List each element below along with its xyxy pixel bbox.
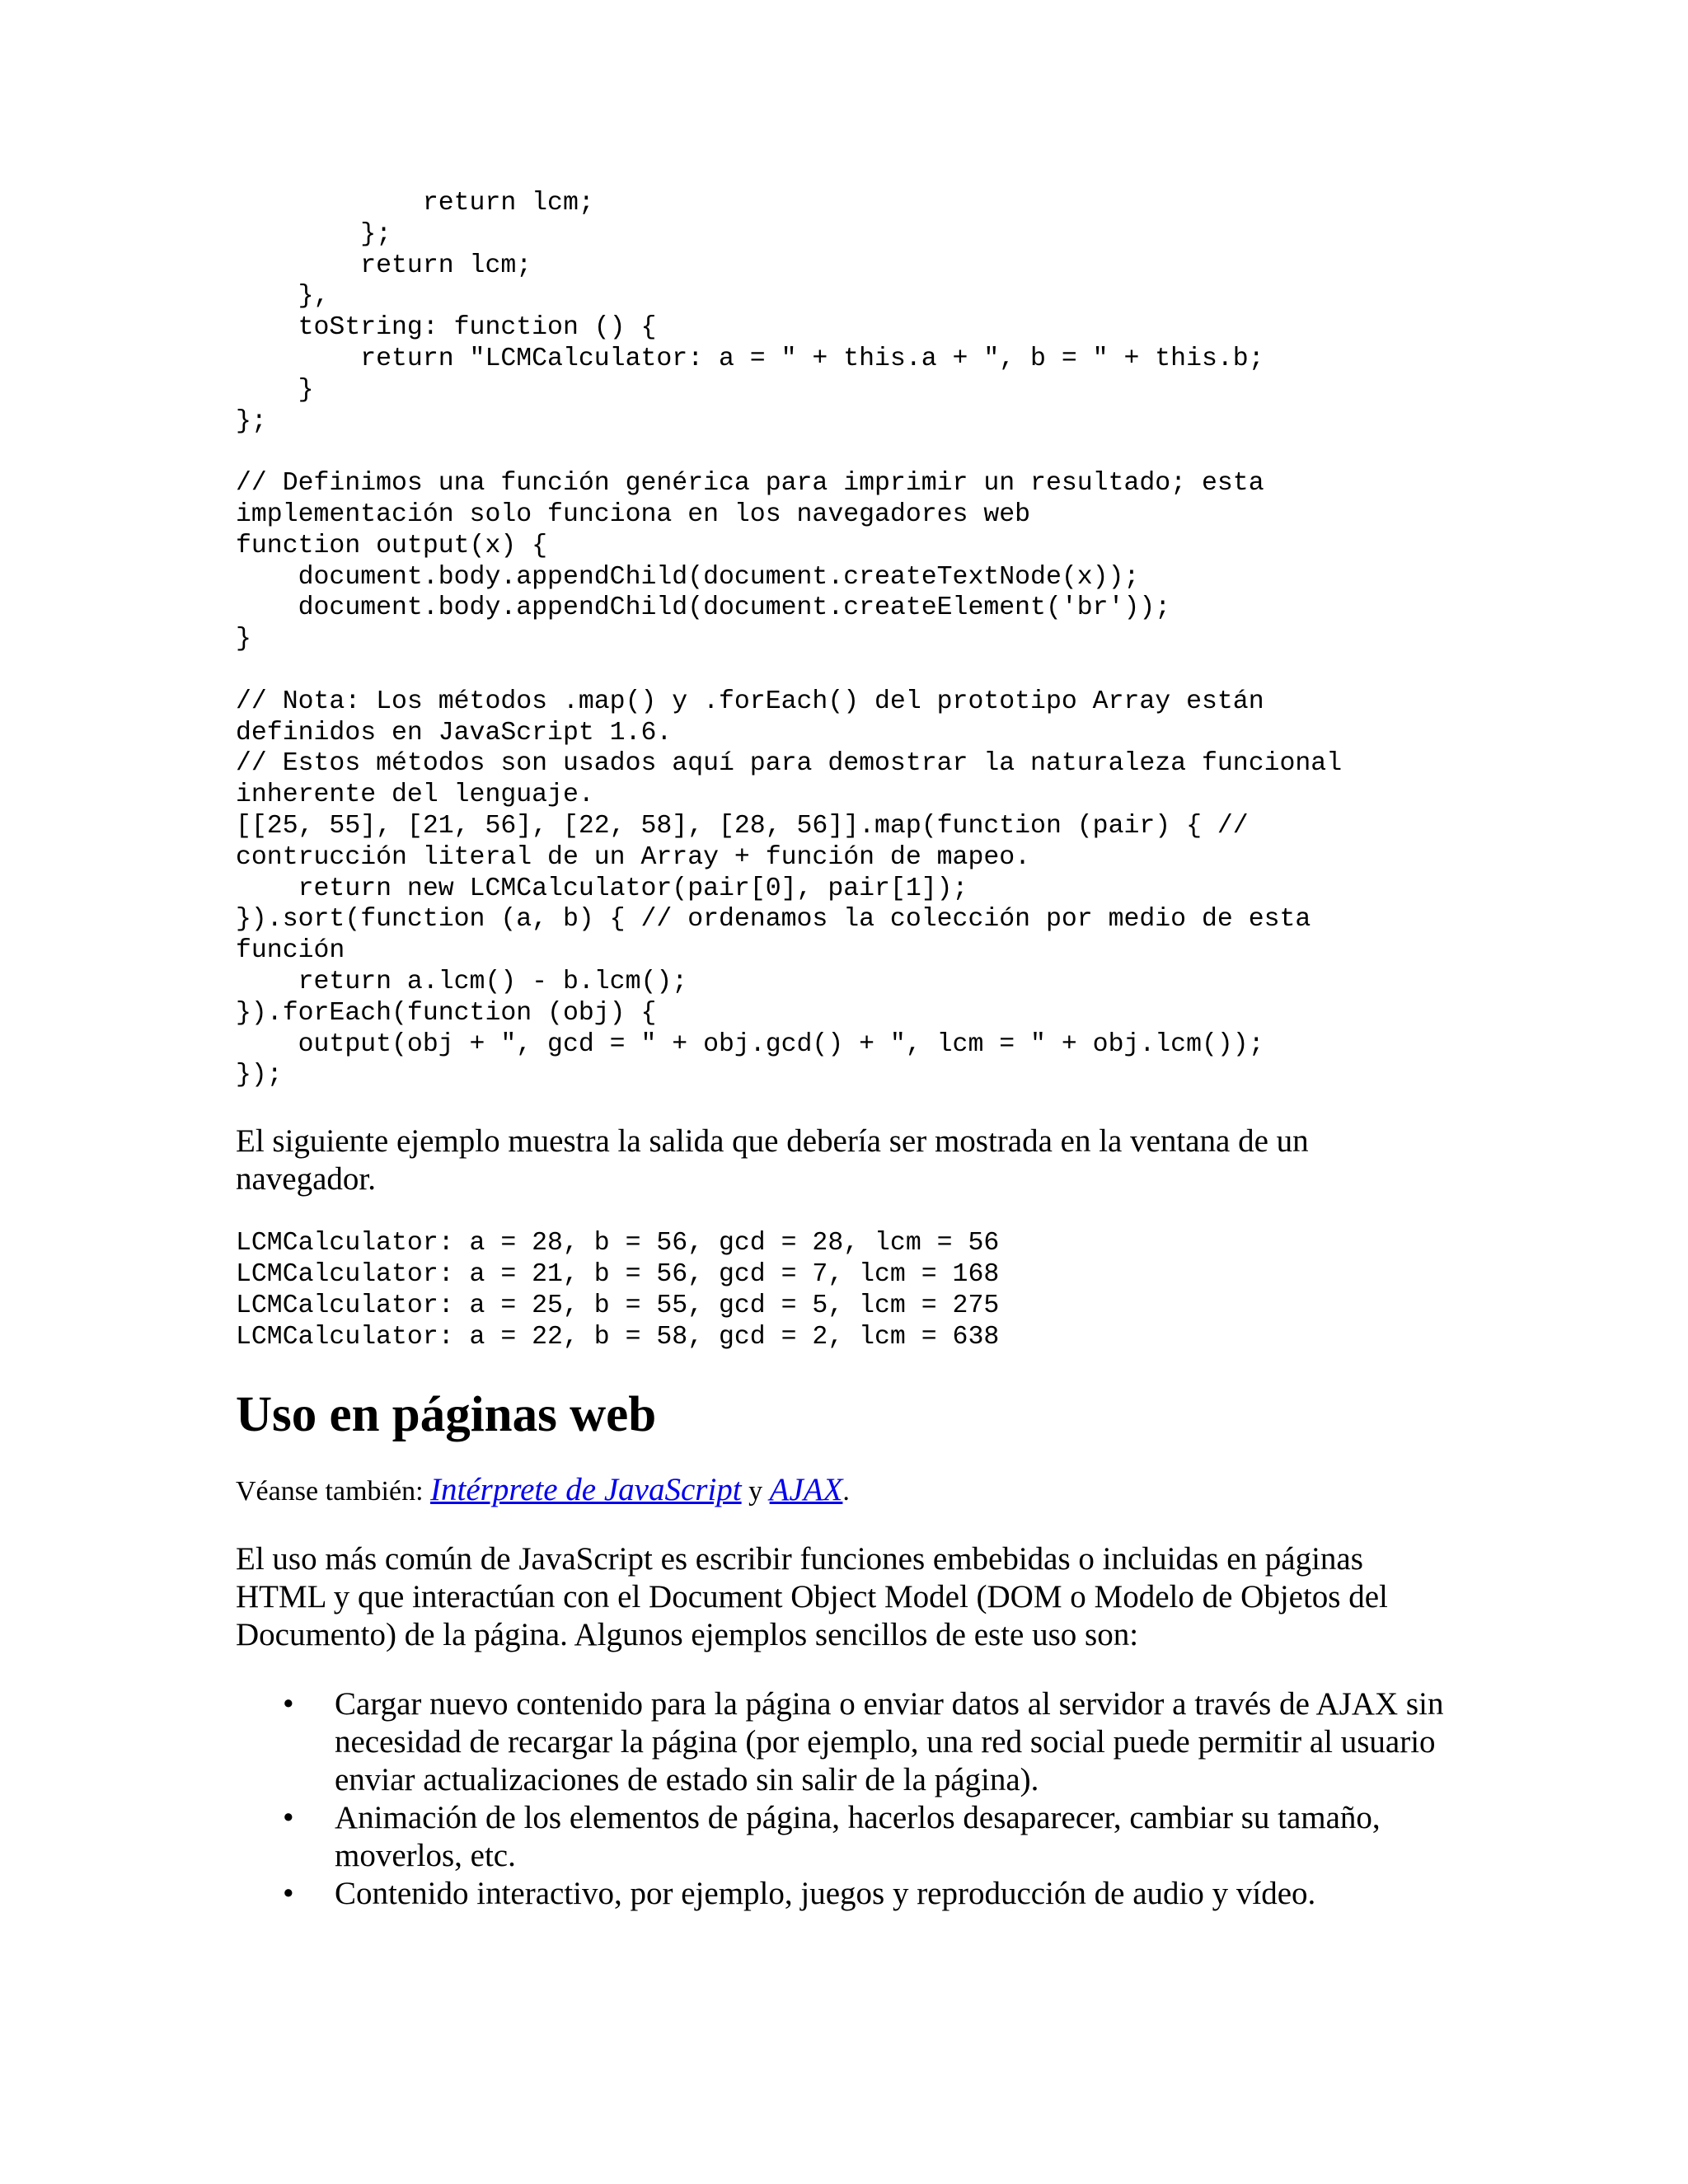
output-line: LCMCalculator: a = 21, b = 56, gcd = 7, lcm = 168 bbox=[236, 1259, 1000, 1289]
code-line: }; bbox=[236, 406, 267, 436]
code-line: inherente del lenguaje. bbox=[236, 780, 594, 810]
bullet-icon: • bbox=[283, 1876, 294, 1912]
list-item-text: Cargar nuevo contenido para la página o enviar datos al servidor a través de AJAX sin necesidad de recargar la página (por ejemplo, una red social puede permitir al usuario enviar actualizaciones de estado sin salir de la página). bbox=[335, 1686, 1444, 1798]
code-line: contrucción literal de un Array + función de mapeo. bbox=[236, 842, 1031, 872]
bullet-list bbox=[236, 1685, 1456, 1913]
section-paragraph: El uso más común de JavaScript es escribir funciones embebidas o incluidas en páginas HTML y que interactúan con el Document Object Model (DOM o Modelo de Objetos del Documento) de la página. Algunos ejemplos sencillos de este uso son: bbox=[236, 1541, 1388, 1653]
output-intro-paragraph: El siguiente ejemplo muestra la salida que debería ser mostrada en la ventana de un navegador. bbox=[236, 1123, 1309, 1197]
see-also-prefix: Véanse también: bbox=[236, 1476, 431, 1507]
code-line: }).forEach(function (obj) { bbox=[236, 998, 657, 1028]
link-interprete-javascript[interactable]: Intérprete de JavaScript bbox=[430, 1472, 742, 1508]
list-item-text: Contenido interactivo, por ejemplo, juegos y reproducción de audio y vídeo. bbox=[335, 1876, 1316, 1912]
output-line: LCMCalculator: a = 28, b = 56, gcd = 28, lcm = 56 bbox=[236, 1229, 1000, 1258]
bullet-icon: • bbox=[283, 1800, 294, 1836]
code-line: function output(x) { bbox=[236, 531, 548, 560]
code-line: }; bbox=[236, 219, 392, 249]
code-line: [[25, 55], [21, 56], [22, 58], [28, 56]].map(function (pair) { // bbox=[236, 811, 1249, 841]
list-item bbox=[236, 1799, 1456, 1875]
code-line: document.body.appendChild(document.createElement('br')); bbox=[236, 593, 1171, 623]
code-line: }).sort(function (a, b) { // ordenamos la colección por medio de esta bbox=[236, 905, 1311, 935]
section-heading: Uso en páginas web bbox=[236, 1387, 657, 1443]
code-line: definidos en JavaScript 1.6. bbox=[236, 718, 673, 748]
code-line: } bbox=[236, 625, 251, 654]
code-block-lcm bbox=[236, 188, 1456, 1091]
code-line: // Nota: Los métodos .map() y .forEach() del prototipo Array están bbox=[236, 687, 1264, 716]
code-line: }, bbox=[236, 282, 330, 312]
code-line: output(obj + ", gcd = " + obj.gcd() + ", lcm = " + obj.lcm()); bbox=[236, 1029, 1264, 1059]
link-ajax[interactable]: AJAX bbox=[769, 1472, 843, 1508]
code-line: return new LCMCalculator(pair[0], pair[1]); bbox=[236, 874, 968, 903]
code-line: } bbox=[236, 375, 314, 405]
see-also-line bbox=[236, 1473, 1456, 1509]
output-line: LCMCalculator: a = 22, b = 58, gcd = 2, lcm = 638 bbox=[236, 1322, 1000, 1352]
code-line: }); bbox=[236, 1061, 283, 1090]
list-item bbox=[236, 1685, 1456, 1799]
code-line: toString: function () { bbox=[236, 313, 657, 343]
code-line: document.body.appendChild(document.createTextNode(x)); bbox=[236, 562, 1140, 592]
code-line: return lcm; bbox=[236, 251, 532, 280]
list-item-text: Animación de los elementos de página, hacerlos desaparecer, cambiar su tamaño, moverlos, etc. bbox=[335, 1800, 1381, 1874]
code-line: return lcm; bbox=[236, 189, 594, 218]
list-item bbox=[236, 1875, 1456, 1913]
output-line: LCMCalculator: a = 25, b = 55, gcd = 5, lcm = 275 bbox=[236, 1291, 1000, 1320]
code-line: // Estos métodos son usados aquí para demostrar la naturaleza funcional bbox=[236, 749, 1343, 779]
code-line: return a.lcm() - b.lcm(); bbox=[236, 967, 688, 996]
bullet-icon: • bbox=[283, 1686, 294, 1722]
code-line: implementación solo funciona en los navegadores web bbox=[236, 499, 1031, 529]
code-line: // Definimos una función genérica para imprimir un resultado; esta bbox=[236, 469, 1264, 499]
code-line: return "LCMCalculator: a = " + this.a + ", b = " + this.b; bbox=[236, 344, 1264, 373]
code-line: función bbox=[236, 936, 345, 966]
see-also-conjunction: y bbox=[741, 1476, 770, 1507]
output-block bbox=[236, 1228, 1456, 1352]
document-page bbox=[236, 188, 1456, 1913]
see-also-suffix: . bbox=[842, 1476, 850, 1507]
